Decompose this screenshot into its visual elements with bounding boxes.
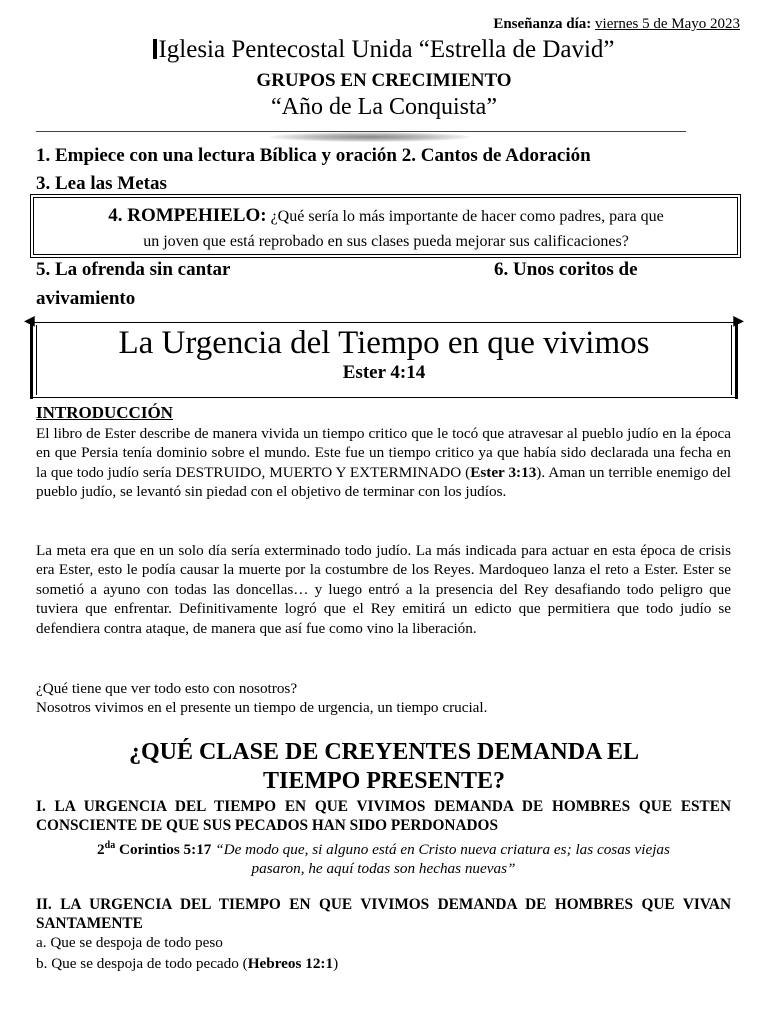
icebreaker-text <box>36 203 736 254</box>
question-line1: ¿QUÉ CLASE DE CREYENTES DEMANDA EL <box>128 739 640 765</box>
lesson-reference: Ester 4:14 <box>342 362 426 383</box>
left-arrow-icon: ◀ <box>24 314 35 329</box>
step-3: 3. Lea las Metas <box>36 173 167 194</box>
date-value: viernes 5 de Mayo 2023 <box>595 16 740 32</box>
section-2-item-b <box>36 955 338 973</box>
verse-reference: $2^{da}$ Corintios 5:17 <box>97 840 212 859</box>
church-name-text: Iglesia Pentecostal Unida “Estrella de David” <box>158 36 615 63</box>
icebreaker-line2: un joven que está reprobado en sus clases pueda mejorar sus calificaciones? <box>143 233 629 250</box>
step-1-2: 1. Empiece con una lectura Bíblica y oración 2. Cantos de Adoración <box>36 145 591 166</box>
section-2-heading: II. LA URGENCIA DEL TIEMPO EN QUE VIVIMOS DEMANDA DE HOMBRES QUE VIVAN SANTAMENTE <box>36 896 731 932</box>
intro-paragraph-1 <box>36 424 731 502</box>
p3-line2: Nosotros vivimos en el presente un tiempo de urgencia, un tiempo crucial. <box>36 699 488 717</box>
section-1-heading: I. LA URGENCIA DEL TIEMPO EN QUE VIVIMOS DEMANDA DE HOMBRES QUE ESTEN CONSCIENTE DE QUE SUS PECADOS HAN SIDO PERDONADOS <box>36 798 731 834</box>
date-label: Enseñanza día: <box>493 16 592 32</box>
lesson-title: La Urgencia del Tiempo en que vivimos <box>118 325 650 361</box>
question-heading <box>0 738 768 796</box>
divider-shadow <box>270 132 470 142</box>
p1-reference: Ester 3:13 <box>470 463 537 481</box>
item-b-reference: Hebreos 12:1 <box>247 955 334 972</box>
step-6-cont: avivamiento <box>36 288 136 309</box>
step-5: 5. La ofrenda sin cantar <box>36 259 231 280</box>
teaching-date <box>493 16 740 33</box>
question-line2: TIEMPO PRESENTE? <box>262 768 506 794</box>
text-cursor-bar <box>153 39 157 59</box>
intro-paragraph-3 <box>36 679 731 718</box>
p1-text-b: ). Aman un terrible enemigo del pueblo judío, se levantó sin piedad con el objetivo de terminar con los judíos. <box>36 463 731 501</box>
year-theme: “Año de La Conquista” <box>271 94 497 120</box>
item-b-text: b. Que se despoja de todo pecado ( <box>36 955 248 972</box>
verse-line2: pasaron, he aquí todas son hechas nuevas” <box>251 860 516 878</box>
icebreaker-label: 4. ROMPEHIELO: <box>108 205 267 226</box>
item-b-end: ) <box>333 955 339 972</box>
church-name <box>0 36 768 64</box>
section-1-verse <box>36 836 731 879</box>
icebreaker-line1: ¿Qué sería lo más importante de hacer como padres, para que <box>270 208 664 225</box>
verse-line1: “De modo que, si alguno está en Cristo nueva criatura es; las cosas viejas <box>215 841 670 859</box>
intro-paragraph-2: La meta era que en un solo día sería exterminado todo judío. La más indicada para actuar en esta época de crisis era Ester, esto le podía causar la muerte por la costumbre de los Reyes. Mardoqueo lanza el reto a Ester. Ester se sometió a ayuno con todas las doncellas… y luego entró a la presencia del Rey desafiando todo peligro que tuviera que enfrentar. Definitivamente logró que el Rey emitirá un edicto que permitiera que todo judío se defendiera contra ataque, de manera que así fue como vino la liberación. <box>36 542 731 637</box>
section-2-item-a: a. Que se despoja de todo peso <box>36 934 223 951</box>
groups-heading: GRUPOS EN CRECIMIENTO <box>256 70 512 91</box>
right-arrow-icon: ▶ <box>733 314 744 329</box>
p3-line1: ¿Qué tiene que ver todo esto con nosotros? <box>36 680 298 697</box>
p1-text-a: El libro de Ester describe de manera vivida un tiempo critico que le tocó que atravesar al pueblo judío en la época en que Persia tenía dominio sobre el mundo. Este fue un tiempo critico ya que había sido declarada una fecha en la que todo judío sería DESTRUIDO, MUERTO Y EXTERMINADO ( <box>36 425 731 481</box>
intro-heading: INTRODUCCIÓN <box>36 403 173 422</box>
step-6: 6. Unos coritos de <box>494 259 638 280</box>
